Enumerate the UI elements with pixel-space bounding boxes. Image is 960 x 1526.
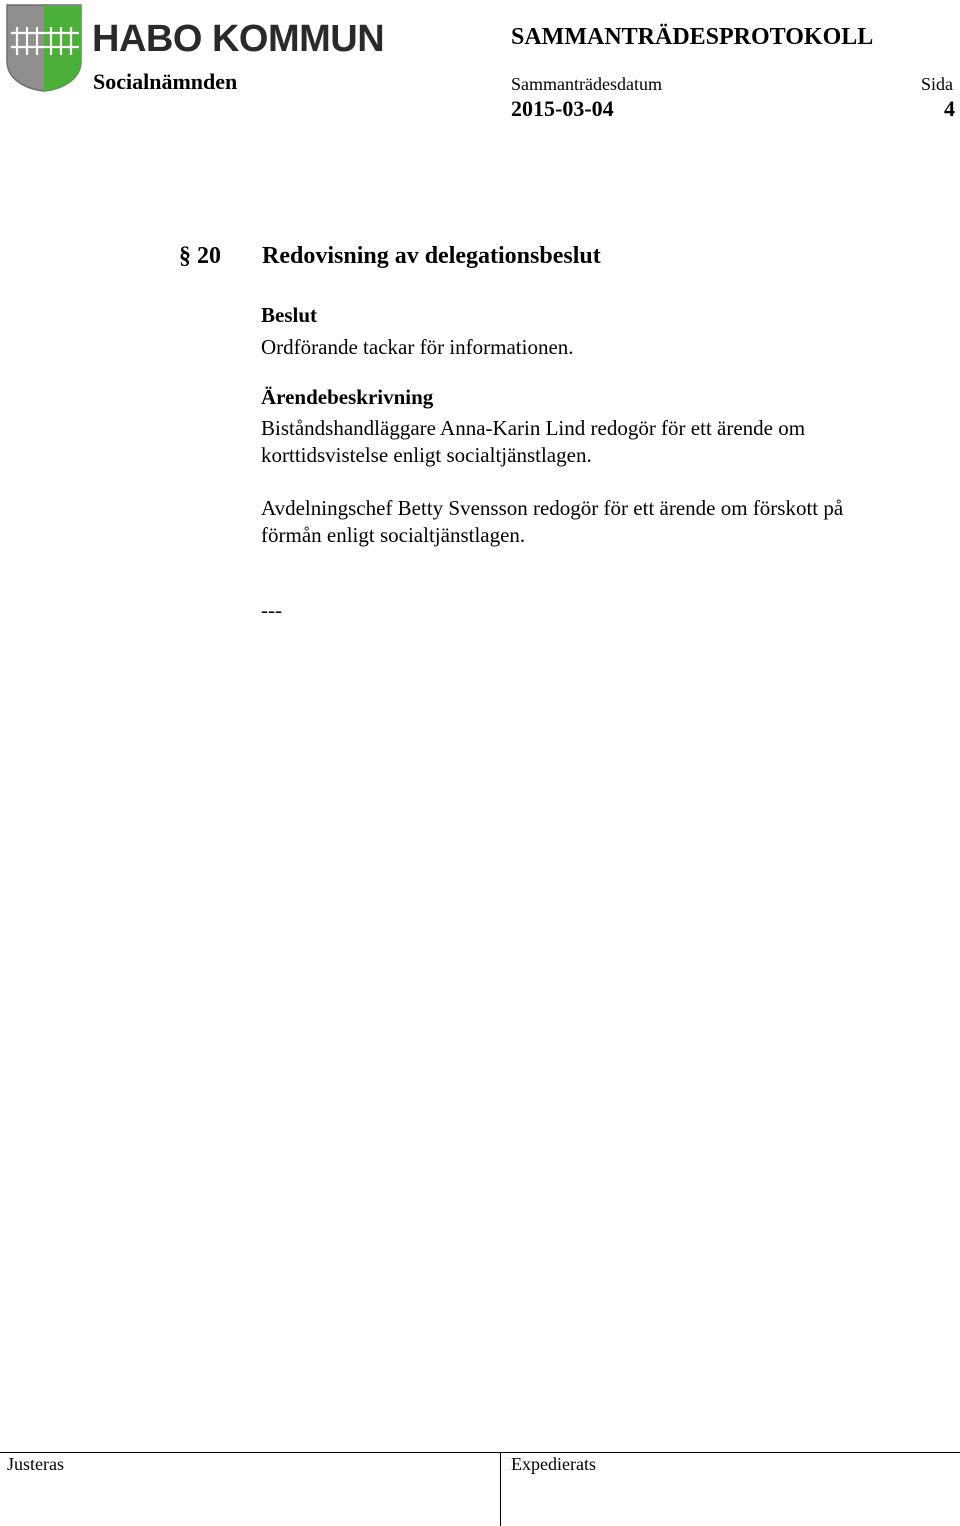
expedierats-label: Expedierats [511,1454,596,1474]
case-description-line: förmån enligt socialtjänstlagen. [261,523,526,547]
habo-coat-of-arms-icon [5,3,85,93]
end-marker: --- [261,598,282,622]
decision-text: Ordförande tackar för informationen. [261,335,574,359]
page-label: Sida [921,74,954,94]
meeting-date-value: 2015-03-04 [511,96,614,121]
decision-heading: Beslut [261,303,318,327]
case-description-heading: Ärendebeskrivning [261,385,434,409]
footer-divider [0,1452,960,1453]
footer-column-divider [500,1452,501,1526]
case-description-line: korttidsvistelse enligt socialtjänstlagen. [261,443,592,467]
case-description-line: Avdelningschef Betty Svensson redogör för ett ärende om förskott på [261,496,844,520]
case-description-line: Biståndshandläggare Anna-Karin Lind redogör för ett ärende om [261,416,806,440]
page-number: 4 [944,96,955,121]
paragraph-number: § 20 [179,243,221,269]
municipality-wordmark: HABO KOMMUN [92,18,385,60]
meeting-date-label: Sammanträdesdatum [511,74,662,94]
section-title: Redovisning av delegationsbeslut [262,243,601,269]
committee-name: Socialnämnden [93,69,238,94]
justeras-label: Justeras [7,1454,64,1474]
document-type: SAMMANTRÄDESPROTOKOLL [511,24,874,50]
